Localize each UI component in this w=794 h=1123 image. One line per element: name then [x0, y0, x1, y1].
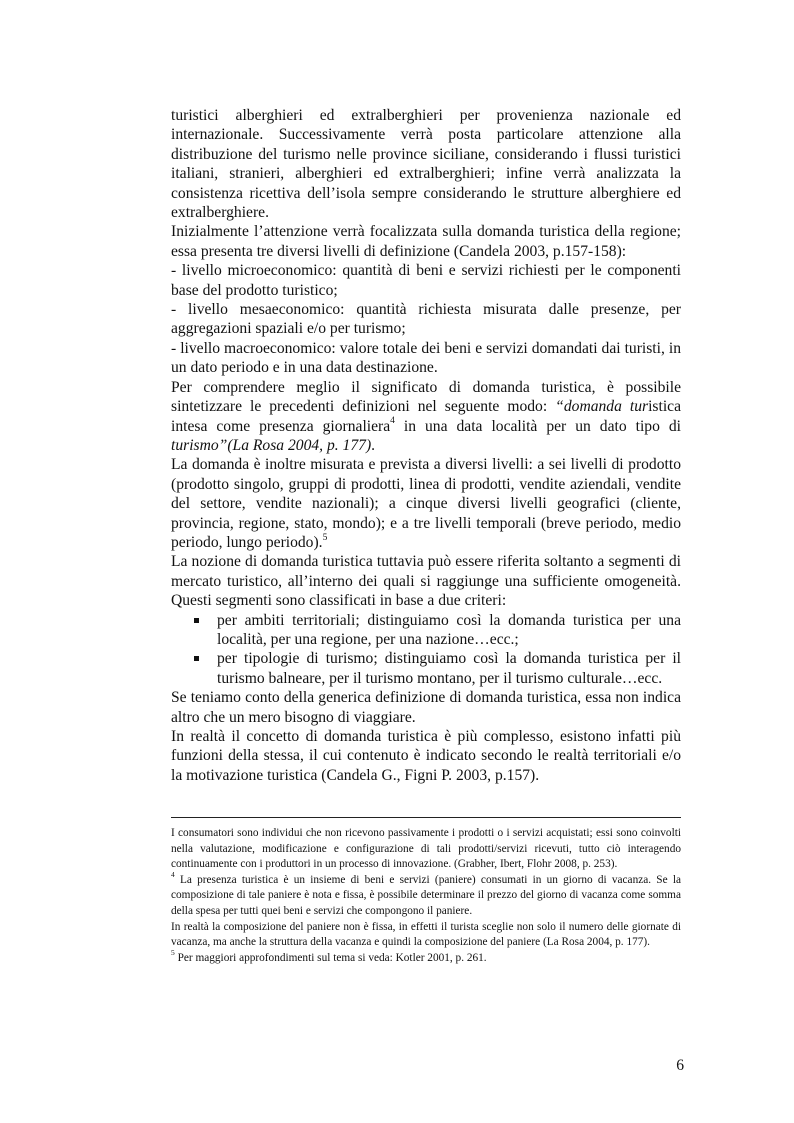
paragraph-market-segments: La nozione di domanda turistica tuttavia può essere riferita soltanto a segmenti di mercato turistico, all’interno dei quali si raggiunge una sufficiente omogeneità. Questi segmenti sono classificati in base a due criteri:: [171, 553, 681, 610]
page-number: 6: [676, 1057, 684, 1074]
definition-quote-start: “domanda tur: [555, 398, 649, 416]
footnote-ref-4: 4: [390, 416, 395, 427]
paragraph-macroeconomic-level: - livello macroeconomico: valore totale dei beni e servizi domandati dai turisti, in un dato periodo e in una data destinazione.: [171, 339, 681, 377]
body-text: [171, 106, 681, 785]
definition-lead-text: Per comprendere meglio il significato di domanda turistica, è possibile sintetizzare le precedenti definizioni nel seguente modo:: [171, 378, 681, 416]
footnotes: [171, 826, 681, 966]
paragraph-demand-complexity: In realtà il concetto di domanda turistica è più complesso, esistono infatti più funzioni della stessa, il cui contenuto è indicato secondo le realtà territoriali e/o la motivazione turistica (Candela G., Figni P. 2003, p.157).: [171, 728, 681, 784]
paragraph-tourism-flows: turistici alberghieri ed extralberghieri per provenienza nazionale ed internazionale. Successivamente verrà posta particolare attenzione alla distribuzione del turismo nelle province siciliane, considerando i flussi turistici italiani, stranieri, alberghieri ed extralberghieri; infine verrà analizzata la consistenza ricettiva dell’isola sempre considerando le strutture alberghiere ed extralberghiere.: [171, 107, 681, 222]
footnote-4-continuation: In realtà la composizione del paniere non è fissa, in effetti il turista sceglie non solo il numero delle giornate di vacanza, ma anche la struttura della vacanza e quindi la composizione del paniere (La Rosa 2004, p. 177).: [171, 920, 681, 949]
footnote-4-number: 4: [171, 870, 175, 880]
definition-quote-end: turismo”(La Rosa 2004, p. 177): [171, 436, 372, 454]
list-item-tourism-types: per tipologie di turismo; distinguiamo così la domanda turistica per il turismo balneare, per il turismo montano, per il turismo culturale…ecc.: [217, 650, 681, 687]
paragraph-demand-measurement: [171, 455, 681, 552]
footnote-5: [171, 947, 681, 967]
footnote-separator: [171, 817, 681, 818]
paragraph-mesaeconomic-level: - livello mesaeconomico: quantità richiesta misurata dalle presenze, per aggregazioni spaziali e/o per turismo;: [171, 301, 681, 338]
definition-quote-middle: istica intesa come presenza giornaliera: [171, 398, 682, 435]
footnote-4: [171, 870, 681, 920]
paragraph-demand-levels-intro: Inizialmente l’attenzione verrà focalizzata sulla domanda turistica della regione; essa presenta tre diversi livelli di definizione (Candela 2003, p.157-158):: [171, 223, 681, 260]
measurement-text: La domanda è inoltre misurata e prevista a diversi livelli: a sei livelli di prodotto (prodotto singolo, gruppi di prodotti, linea di prodotti, vendite aziendali, vendite del settore, vendite nazionali); a cinque diversi livelli geografici (cliente, provincia, regione, stato, mondo); e a tre livelli temporali (breve periodo, medio periodo, lungo periodo).: [171, 456, 681, 551]
paragraph-demand-definition: [171, 378, 681, 456]
footnote-4-text: La presenza turistica è un insieme di beni e servizi (paniere) consumati in un giorno di vacanza. Se la composizione di tale paniere è nota e fissa, è possibile determinare il prezzo del giorno di vacanza come somma della spesa per tutti quei beni e servizi che compongono il paniere.: [171, 873, 681, 917]
paragraph-microeconomic-level: - livello microeconomico: quantità di beni e servizi richiesti per le componenti base del prodotto turistico;: [171, 262, 681, 299]
paragraph-generic-definition: Se teniamo conto della generica definizione di domanda turistica, essa non indica altro che un mero bisogno di viaggiare.: [171, 689, 681, 726]
definition-period: .: [371, 436, 376, 454]
segment-criteria-list: [171, 611, 681, 689]
footnote-5-number: 5: [171, 947, 175, 957]
definition-quote-continued: in una data località per un dato tipo di: [394, 417, 681, 435]
footnote-ref-5: 5: [322, 532, 328, 543]
list-item-territorial: per ambiti territoriali; distinguiamo così la domanda turistica per una località, per una regione, per una nazione…ecc.;: [217, 611, 681, 648]
footnote-5-text: Per maggiori approfondimenti sul tema si veda: Kotler 2001, p. 261.: [174, 951, 487, 964]
footnote-continued: I consumatori sono individui che non ricevono passivamente i prodotti o i servizi acquistati; essi sono coinvolti nella valutazione, modificazione e configurazione di tali prodotti/servizi ricevuti, tutto ciò interagendo continuamente con i produttori in un processo di innovazione. (Grabher, Ibert, Flohr 2008, p. 253).: [171, 827, 681, 871]
